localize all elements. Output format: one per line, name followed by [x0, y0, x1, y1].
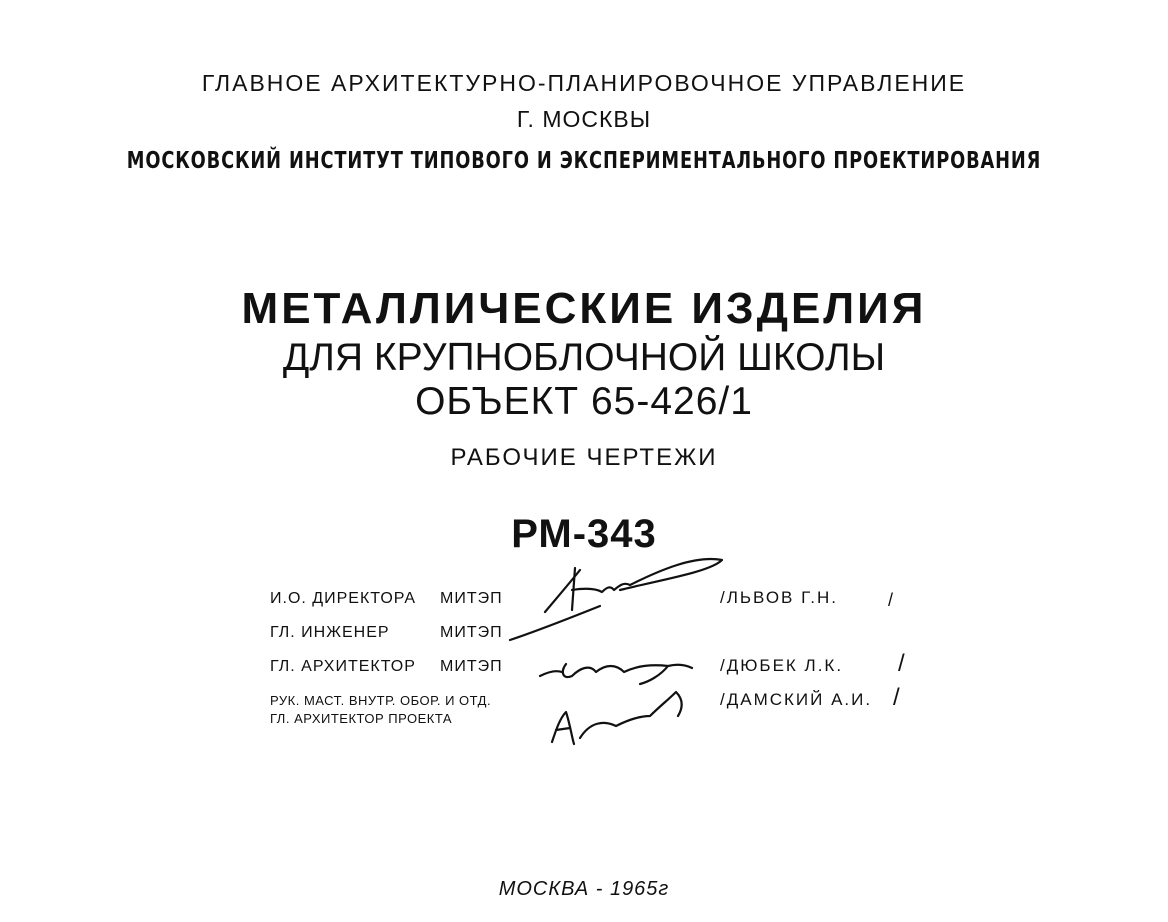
- document-code: РМ-343: [511, 512, 657, 556]
- slash-mark: /: [893, 684, 900, 711]
- institute-name: МОСКОВСКИЙ ИНСТИТУТ ТИПОВОГО И ЭКСПЕРИМЕНТАЛЬНОГО ПРОЕКТИРОВАНИЯ: [126, 148, 1042, 174]
- signature-role: ГЛ. ИНЖЕНЕР: [270, 624, 390, 641]
- signature-role: ГЛ. АРХИТЕКТОР: [270, 658, 416, 675]
- document-subtitle: ДЛЯ КРУПНОБЛОЧНОЙ ШКОЛЫ: [282, 336, 886, 379]
- signature-org: МИТЭП: [440, 658, 503, 675]
- signature-role: РУК. МАСТ. ВНУТР. ОБОР. И ОТД.: [270, 693, 492, 708]
- document-title: МЕТАЛЛИЧЕСКИЕ ИЗДЕЛИЯ: [241, 284, 927, 333]
- signatory-name: /ДЮБЕК Л.К.: [720, 656, 844, 675]
- signature-org: МИТЭП: [440, 624, 503, 641]
- signature-role: И.О. ДИРЕКТОРА: [270, 590, 417, 607]
- signature-row: [270, 624, 503, 642]
- signature-row: [270, 711, 452, 726]
- signature-row: [270, 658, 503, 676]
- slash-mark: /: [720, 656, 727, 675]
- object-number: ОБЪЕКТ 65-426/1: [415, 380, 753, 423]
- signature-row: [270, 693, 491, 708]
- slash-mark: /: [720, 588, 727, 607]
- signatory-name: /ДАМСКИЙ А.И.: [720, 690, 873, 709]
- signatory-name: /ЛЬВОВ Г.Н.: [720, 588, 838, 607]
- document-type: РАБОЧИЕ ЧЕРТЕЖИ: [450, 444, 718, 471]
- organization-line-1: ГЛАВНОЕ АРХИТЕКТУРНО-ПЛАНИРОВОЧНОЕ УПРАВЛЕНИЕ: [201, 70, 967, 96]
- slash-mark: /: [720, 690, 727, 709]
- signature-org: МИТЭП: [440, 590, 503, 607]
- slash-mark: /: [888, 590, 894, 610]
- signature-row: [270, 590, 503, 608]
- signature-role: ГЛ. АРХИТЕКТОР ПРОЕКТА: [270, 711, 453, 726]
- city-and-year: МОСКВА - 1965г: [498, 878, 670, 900]
- slash-mark: /: [898, 650, 905, 677]
- organization-line-2: Г. МОСКВЫ: [516, 106, 652, 132]
